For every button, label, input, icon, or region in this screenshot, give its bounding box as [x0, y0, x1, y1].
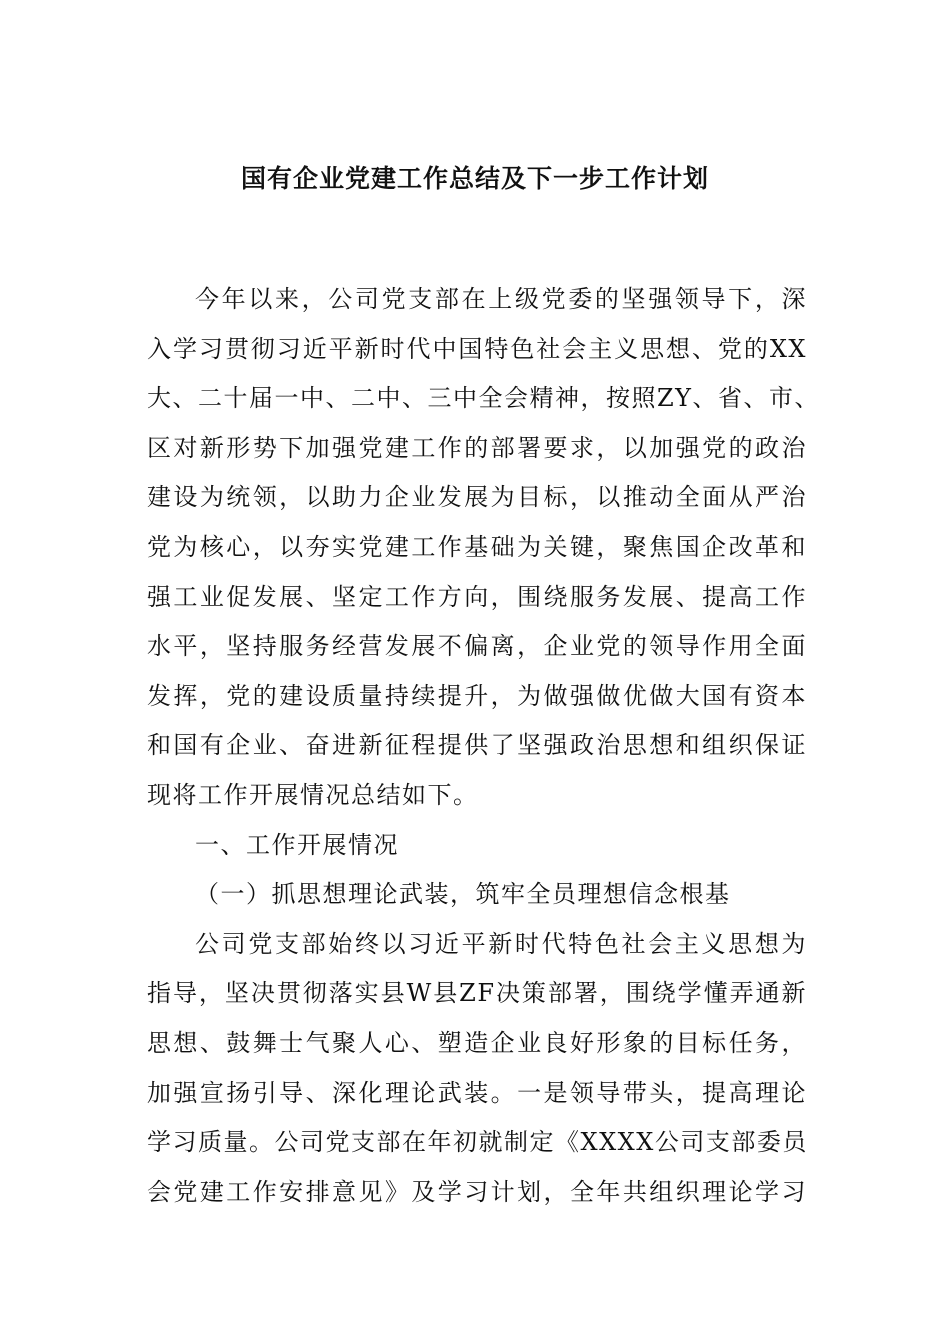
subsection-heading: （一）抓思想理论武装，筑牢全员理想信念根基: [195, 880, 731, 909]
paragraph-line: 现将工作开展情况总结如下。: [147, 780, 479, 809]
paragraph-line: 建设为统领，以助力企业发展为目标，以推动全面从严治: [147, 483, 807, 512]
paragraph-line: 思想、鼓舞士气聚人心、塑造企业良好形象的目标任务，: [147, 1028, 807, 1057]
section-heading: 一、工作开展情况: [195, 830, 399, 859]
paragraph-line: 公司党支部始终以习近平新时代特色社会主义思想为: [195, 929, 807, 958]
paragraph-line: 强工业促发展、坚定工作方向，围绕服务发展、提高工作: [147, 582, 807, 611]
paragraph-line: 今年以来，公司党支部在上级党委的坚强领导下，深: [195, 285, 807, 313]
paragraph-line: 和国有企业、奋进新征程提供了坚强政治思想和组织保证: [147, 731, 807, 760]
paragraph-line: 党为核心，以夯实党建工作基础为关键，聚焦国企改革和: [147, 532, 807, 561]
paragraph-line: 会党建工作安排意见》及学习计划，全年共组织理论学习: [147, 1177, 807, 1206]
paragraph-line: 学习质量。公司党支部在年初就制定《XXXX公司支部委员: [147, 1128, 808, 1157]
paragraph-line: 指导，坚决贯彻落实县W县ZF决策部署，围绕学懂弄通新: [147, 979, 807, 1008]
paragraph-line: 区对新形势下加强党建工作的部署要求，以加强党的政治: [147, 433, 807, 462]
paragraph-line: 大、二十届一中、二中、三中全会精神，按照ZY、省、市、: [147, 384, 821, 413]
document-title: 国有企业党建工作总结及下一步工作计划: [240, 164, 709, 193]
paragraph-line: 水平，坚持服务经营发展不偏离，企业党的领导作用全面: [147, 632, 807, 661]
paragraph-line: 发挥，党的建设质量持续提升，为做强做优做大国有资本: [147, 681, 807, 710]
document-body: [147, 275, 821, 1217]
paragraph-line: 加强宣扬引导、深化理论武装。一是领导带头，提高理论: [147, 1078, 807, 1107]
paragraph-line: 入学习贯彻习近平新时代中国特色社会主义思想、党的XX: [147, 334, 807, 363]
